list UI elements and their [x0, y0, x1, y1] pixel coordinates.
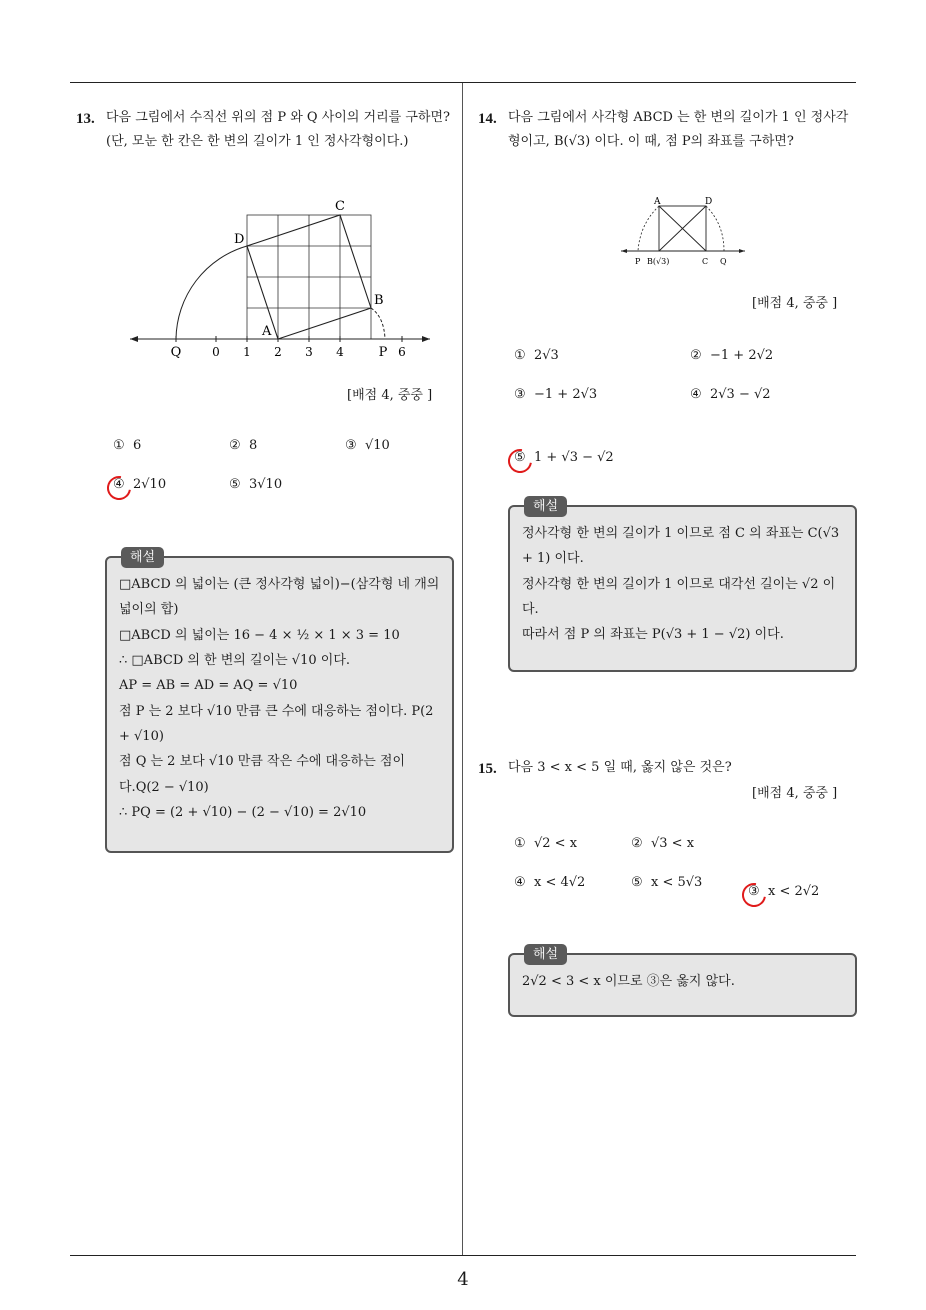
grid [247, 215, 371, 339]
vertex-label-d: D [234, 232, 245, 247]
vertex-label-c: C [335, 199, 345, 214]
q13-solution-box [105, 550, 454, 853]
arrow-right-icon [422, 336, 430, 342]
solution-line: □ABCD 의 넓이는 (큰 정사각형 넓이)−(삼각형 네 개의 넓이의 합) [119, 577, 440, 618]
question-number: 14. [478, 111, 497, 127]
choice-5[interactable]: ⑤ x < 5√3 [631, 875, 703, 890]
q14-figure [618, 194, 748, 274]
vertex-label-a: A [654, 197, 661, 207]
solution-line: ∴ PQ = (2 + √10) − (2 − √10) = 2√10 [119, 805, 367, 821]
solution-line: AP = AB = AD = AQ = √10 [119, 678, 298, 694]
choice-4[interactable]: ④ x < 4√2 [514, 875, 586, 890]
choice-1[interactable]: ① √2 < x [514, 836, 578, 851]
arc-q [706, 206, 724, 251]
vertex-label-b: B [374, 293, 384, 308]
q15-solution-box [508, 947, 857, 1017]
solution-line: 정사각형 한 변의 길이가 1 이므로 대각선 길이는 √2 이다. [522, 576, 836, 618]
q15-meta: [배점 4, 중중 ] [752, 786, 838, 801]
question-13 [76, 106, 456, 154]
solution-line: 점 Q 는 2 보다 √10 만큼 작은 수에 대응하는 점이다.Q(2 − √10) [119, 754, 406, 795]
choice-2[interactable]: ② √3 < x [631, 836, 695, 851]
q14-meta: [배점 4, 중중 ] [752, 296, 838, 311]
arc-q [176, 246, 247, 339]
choice-3[interactable]: ③ √10 [345, 438, 390, 453]
q14-solution-box [508, 499, 857, 672]
arrow-left-icon [621, 249, 627, 253]
tick-label: 6 [398, 345, 406, 359]
question-text: 다음 그림에서 사각형 ABCD 는 한 변의 길이가 1 인 정사각형이고, B(√3) 이다. 이 때, 점 P의 좌표를 구하면? [508, 110, 849, 150]
q13-meta: [배점 4, 중중 ] [347, 388, 433, 403]
solution-tab: 해설 [524, 944, 567, 965]
choice-1[interactable]: ① 6 [113, 438, 142, 453]
choice-5[interactable]: ⑤ 3√10 [229, 477, 283, 492]
tick-label: 3 [305, 345, 313, 359]
point-label-q: Q [170, 345, 182, 360]
choice-2[interactable]: ② −1 + 2√2 [690, 348, 774, 363]
solution-tab: 해설 [524, 496, 567, 517]
tick-label: 1 [243, 345, 251, 359]
vertex-label-d: D [705, 197, 713, 207]
question-text: 다음 그림에서 수직선 위의 점 P 와 Q 사이의 거리를 구하면? (단, 모눈 한 칸은 한 변의 길이가 1 인 정사각형이다.) [106, 110, 450, 150]
question-number: 13. [76, 111, 95, 127]
solution-line: 정사각형 한 변의 길이가 1 이므로 점 C 의 좌표는 C(√3 + 1) 이다. [522, 526, 840, 567]
choice-1[interactable]: ① 2√3 [514, 348, 559, 363]
solution-line: 점 P 는 2 보다 √10 만큼 큰 수에 대응하는 점이다. P(2 + √10) [119, 703, 434, 745]
solution-line: □ABCD 의 넓이는 16 − 4 × ½ × 1 × 3 = 10 [119, 627, 400, 643]
q13-figure [120, 192, 440, 367]
question-14 [478, 106, 858, 154]
vertex-label-a: A [262, 324, 272, 339]
arrow-right-icon [739, 249, 745, 253]
point-label-p: P [635, 257, 641, 266]
choice-5[interactable]: ⑤ 1 + √3 − √2 [514, 446, 926, 470]
solution-line: 따라서 점 P 의 좌표는 P(√3 + 1 − √2) 이다. [522, 627, 784, 643]
bottom-rule [70, 1255, 856, 1256]
arc-p [371, 308, 385, 339]
choice-4[interactable]: ④ 2√3 − √2 [690, 387, 771, 402]
tick-label: 4 [336, 345, 344, 359]
page-number: 4 [457, 1269, 469, 1290]
choice-2[interactable]: ② 8 [229, 438, 258, 453]
solution-line: ∴ □ABCD 의 한 변의 길이는 √10 이다. [119, 653, 351, 669]
question-text: 다음 3 < x < 5 일 때, 옳지 않은 것은? [508, 760, 732, 775]
point-label-p: P [378, 345, 388, 360]
arrow-left-icon [130, 336, 138, 342]
column-divider [462, 83, 463, 1255]
question-number: 15. [478, 761, 497, 777]
choice-4[interactable]: ④ 2√10 [113, 473, 926, 497]
tick-label: 2 [274, 345, 282, 359]
point-label-b: B(√3) [647, 257, 670, 266]
question-15 [478, 756, 858, 780]
point-label-q: Q [720, 257, 727, 266]
solution-tab: 해설 [121, 547, 164, 568]
point-label-c: C [702, 257, 709, 266]
tick-label: 0 [212, 345, 220, 359]
arc-p [638, 206, 659, 251]
choice-3[interactable]: ③ x < 2√2 [748, 880, 926, 904]
solution-line: 2√2 < 3 < x 이므로 ③은 옳지 않다. [522, 974, 735, 989]
choice-3[interactable]: ③ −1 + 2√3 [514, 387, 598, 402]
top-rule [70, 82, 856, 83]
